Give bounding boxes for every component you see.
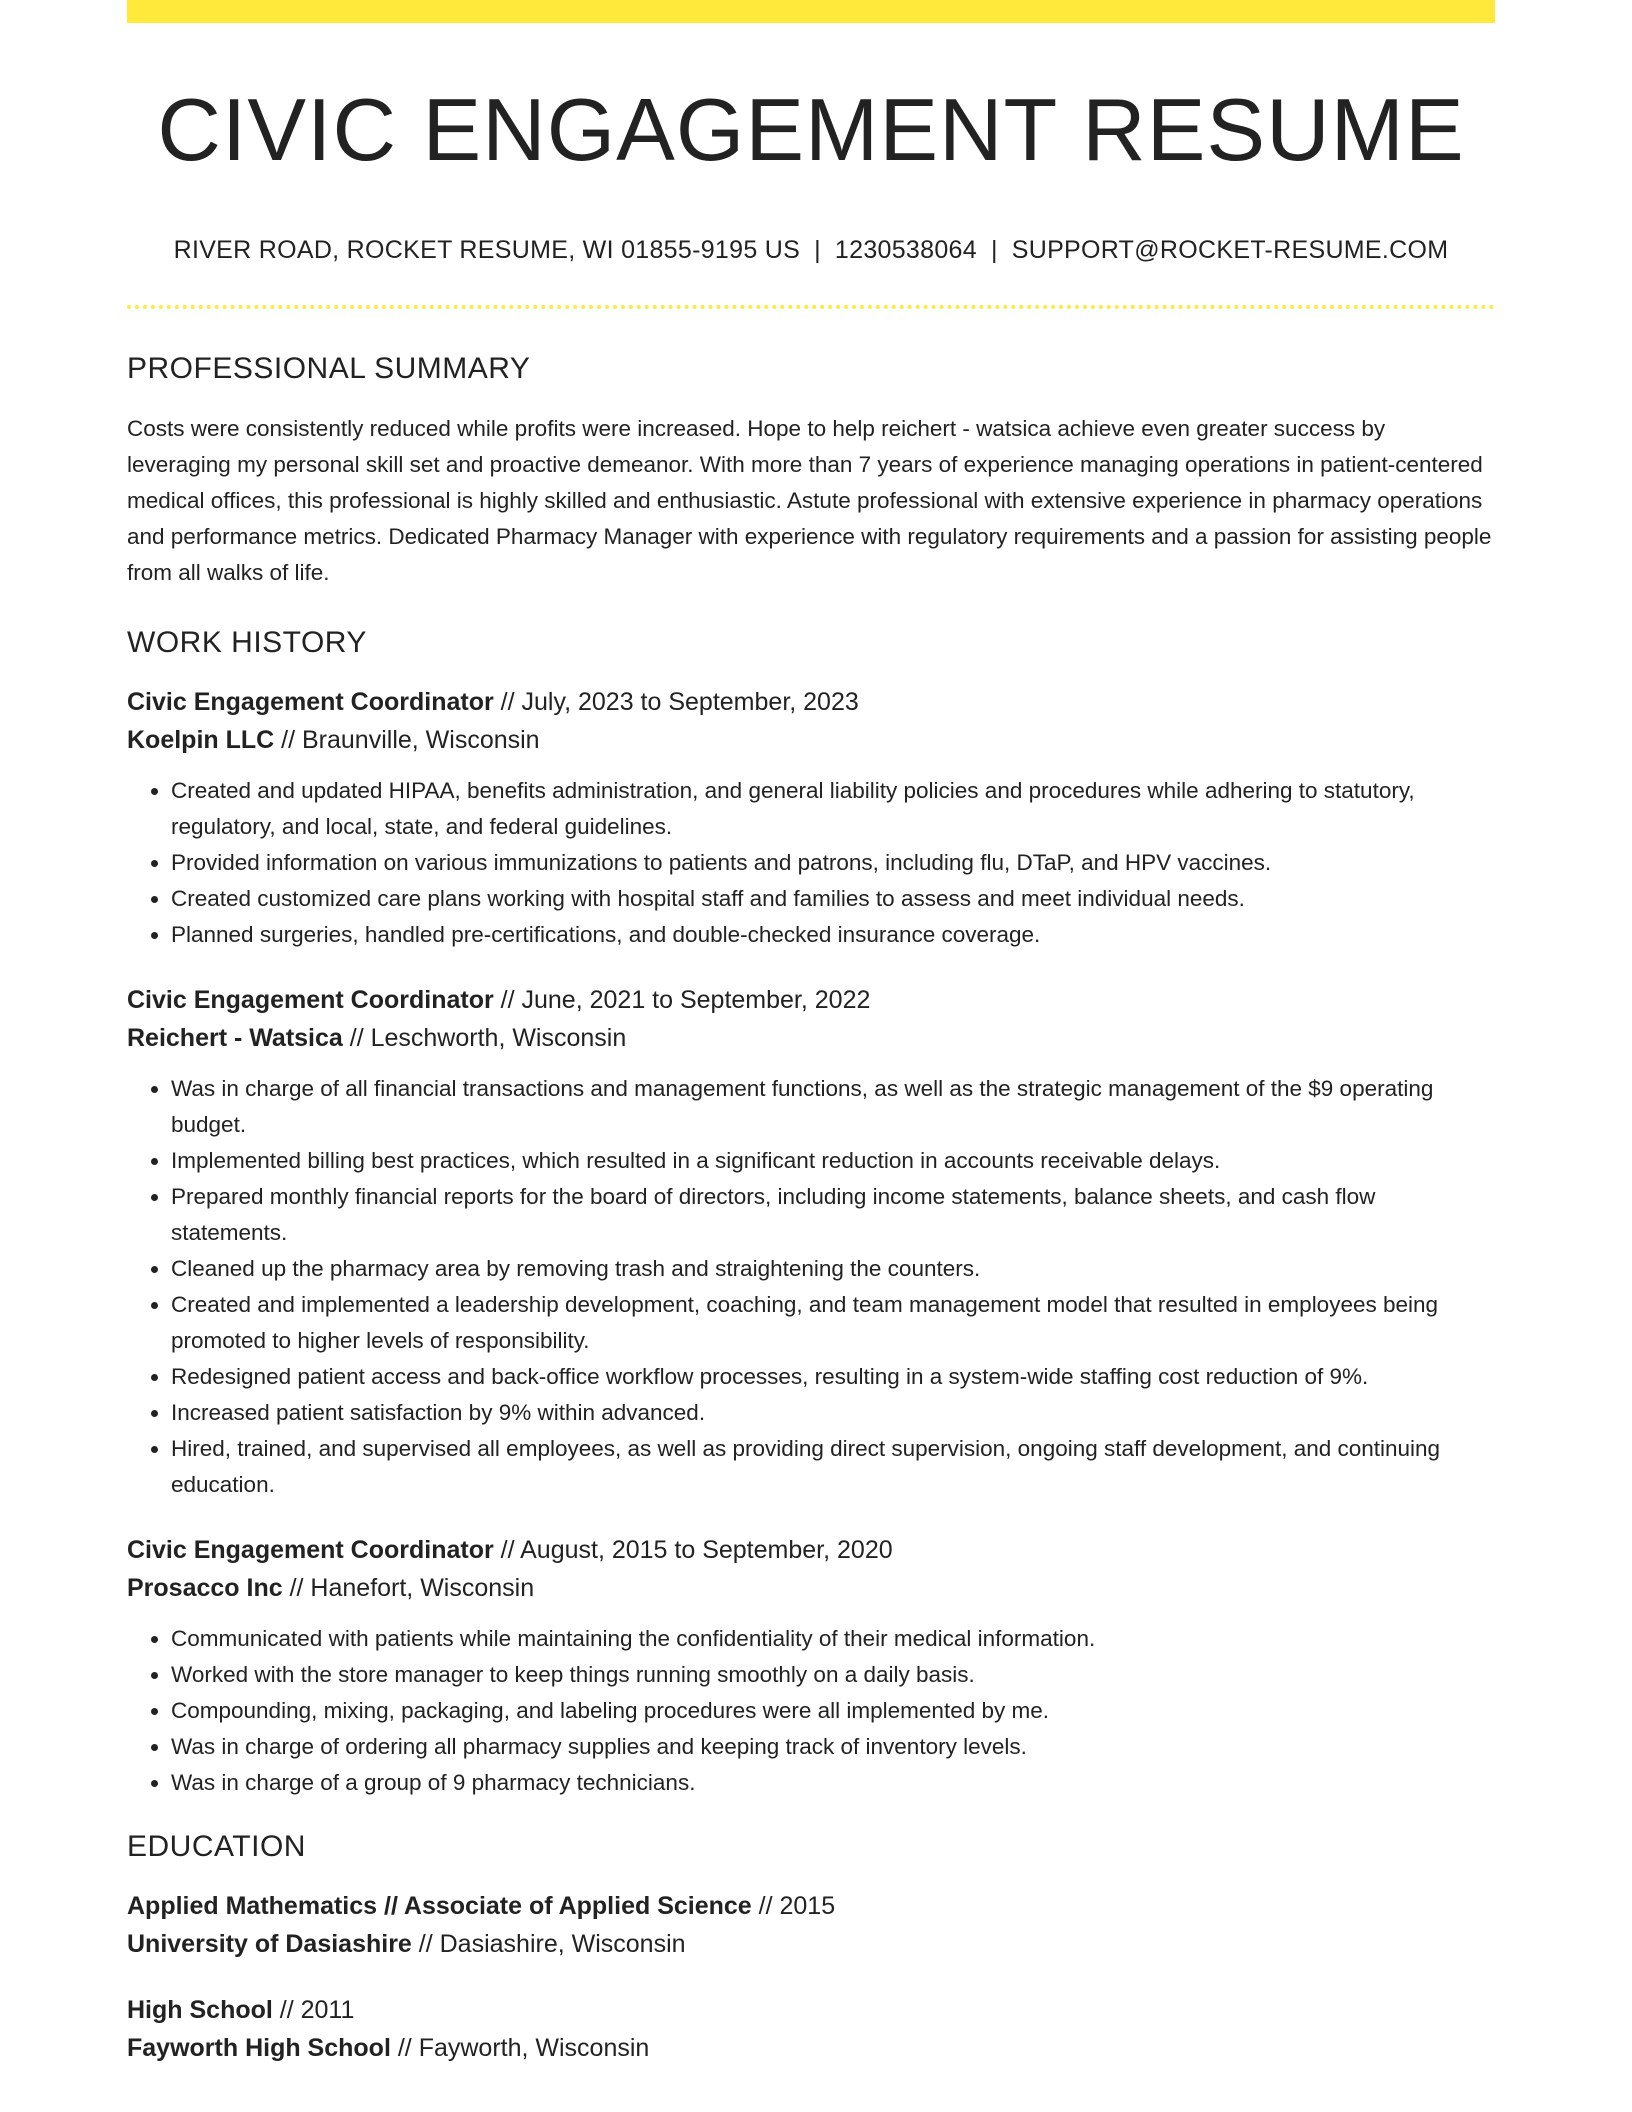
job-bullet: • Cleaned up the pharmacy area by removing trash and straightening the counters. [171,1251,1495,1287]
job-entry [127,683,1495,953]
education-school-line [127,2029,1495,2067]
job-dates: // August, 2015 to September, 2020 [493,1535,893,1564]
education-location: // Dasiashire, Wisconsin [411,1929,686,1958]
job-bullet: • Implemented billing best practices, which resulted in a significant reduction in accounts receivable delays. [171,1143,1495,1179]
education-heading: EDUCATION [127,1829,306,1863]
job-bullet: • Was in charge of a group of 9 pharmacy technicians. [171,1765,1495,1801]
job-bullets [127,1621,1495,1801]
education-school: University of Dasiashire [127,1929,412,1958]
resume-content [127,0,1495,2095]
education-degree: Applied Mathematics // Associate of Applied Science [127,1891,752,1920]
job-title-line [127,683,1495,721]
job-bullet: • Planned surgeries, handled pre-certifications, and double-checked insurance coverage. [171,917,1495,953]
resume-title: CIVIC ENGAGEMENT RESUME [157,80,1465,179]
summary-text: Costs were consistently reduced while profits were increased. Hope to help reichert - watsica achieve even greater success by leveraging my personal skill set and proactive demeanor. With more than 7 years of experience managing operations in patient-centered medical offices, this professional is highly skilled and enthusiastic. Astute professional with extensive experience in pharmacy operations and performance metrics. Dedicated Pharmacy Manager with experience with regulatory requirements and a passion for assisting people from all walks of life. [127,415,1492,585]
job-entry [127,981,1495,1503]
job-bullet: • Created and updated HIPAA, benefits administration, and general liability policies and procedures while adhering to statutory, regulatory, and local, state, and federal guidelines. [171,773,1495,845]
job-bullet: • Was in charge of all financial transactions and management functions, as well as the strategic management of the $9 operating budget. [171,1071,1495,1143]
summary-heading: PROFESSIONAL SUMMARY [127,351,531,385]
education-entry [127,1887,1495,1963]
education-degree: High School [127,1995,273,2024]
contact-email[interactable]: SUPPORT@ROCKET-RESUME.COM [1011,235,1449,264]
job-bullet: • Provided information on various immunizations to patients and patrons, including flu, DTaP, and HPV vaccines. [171,845,1495,881]
contact-line [127,235,1495,265]
education-degree-line [127,1887,1495,1925]
dotted-divider [127,305,1495,309]
contact-separator: | [814,235,821,264]
job-bullet: • Created and implemented a leadership development, coaching, and team management model that resulted in employees being promoted to higher levels of responsibility. [171,1287,1495,1359]
job-bullet: • Compounding, mixing, packaging, and labeling procedures were all implemented by me. [171,1693,1495,1729]
education-school: Fayworth High School [127,2033,391,2062]
job-bullet: • Redesigned patient access and back-office workflow processes, resulting in a system-wide staffing cost reduction of 9%. [171,1359,1495,1395]
job-company: Koelpin LLC [127,725,275,754]
education-year: // 2015 [751,1891,836,1920]
job-bullet: • Was in charge of ordering all pharmacy supplies and keeping track of inventory levels. [171,1729,1495,1765]
job-company-line [127,1569,1495,1607]
job-title-line [127,981,1495,1019]
job-location: // Leschworth, Wisconsin [342,1023,627,1052]
education-year: // 2011 [272,1995,355,2024]
job-title-line [127,1531,1495,1569]
contact-phone[interactable]: 1230538064 [834,235,977,264]
job-bullet: • Created customized care plans working with hospital staff and families to assess and meet individual needs. [171,881,1495,917]
job-dates: // July, 2023 to September, 2023 [493,687,859,716]
contact-separator: | [990,235,998,264]
education-entry [127,1991,1495,2067]
education-degree-line [127,1991,1495,2029]
job-bullet: • Prepared monthly financial reports for the board of directors, including income statements, balance sheets, and cash flow statements. [171,1179,1495,1251]
job-company-line [127,721,1495,759]
job-location: // Hanefort, Wisconsin [282,1573,535,1602]
job-role: Civic Engagement Coordinator [127,985,494,1014]
work-history-heading: WORK HISTORY [127,625,367,659]
job-bullet: • Hired, trained, and supervised all employees, as well as providing direct supervision, ongoing staff development, and continuing education. [171,1431,1495,1503]
job-company: Prosacco Inc [127,1573,283,1602]
job-entry [127,1531,1495,1801]
education-school-line [127,1925,1495,1963]
job-location: // Braunville, Wisconsin [274,725,540,754]
job-bullets [127,773,1495,953]
job-bullets [127,1071,1495,1503]
job-role: Civic Engagement Coordinator [127,1535,494,1564]
job-bullet: • Communicated with patients while maintaining the confidentiality of their medical information. [171,1621,1495,1657]
job-bullet: • Worked with the store manager to keep things running smoothly on a daily basis. [171,1657,1495,1693]
job-dates: // June, 2021 to September, 2022 [493,985,871,1014]
contact-address: RIVER ROAD, ROCKET RESUME, WI 01855-9195 US [173,235,801,264]
job-bullet: • Increased patient satisfaction by 9% within advanced. [171,1395,1495,1431]
job-company-line [127,1019,1495,1057]
job-company: Reichert - Watsica [127,1023,343,1052]
education-location: // Fayworth, Wisconsin [390,2033,650,2062]
job-role: Civic Engagement Coordinator [127,687,494,716]
